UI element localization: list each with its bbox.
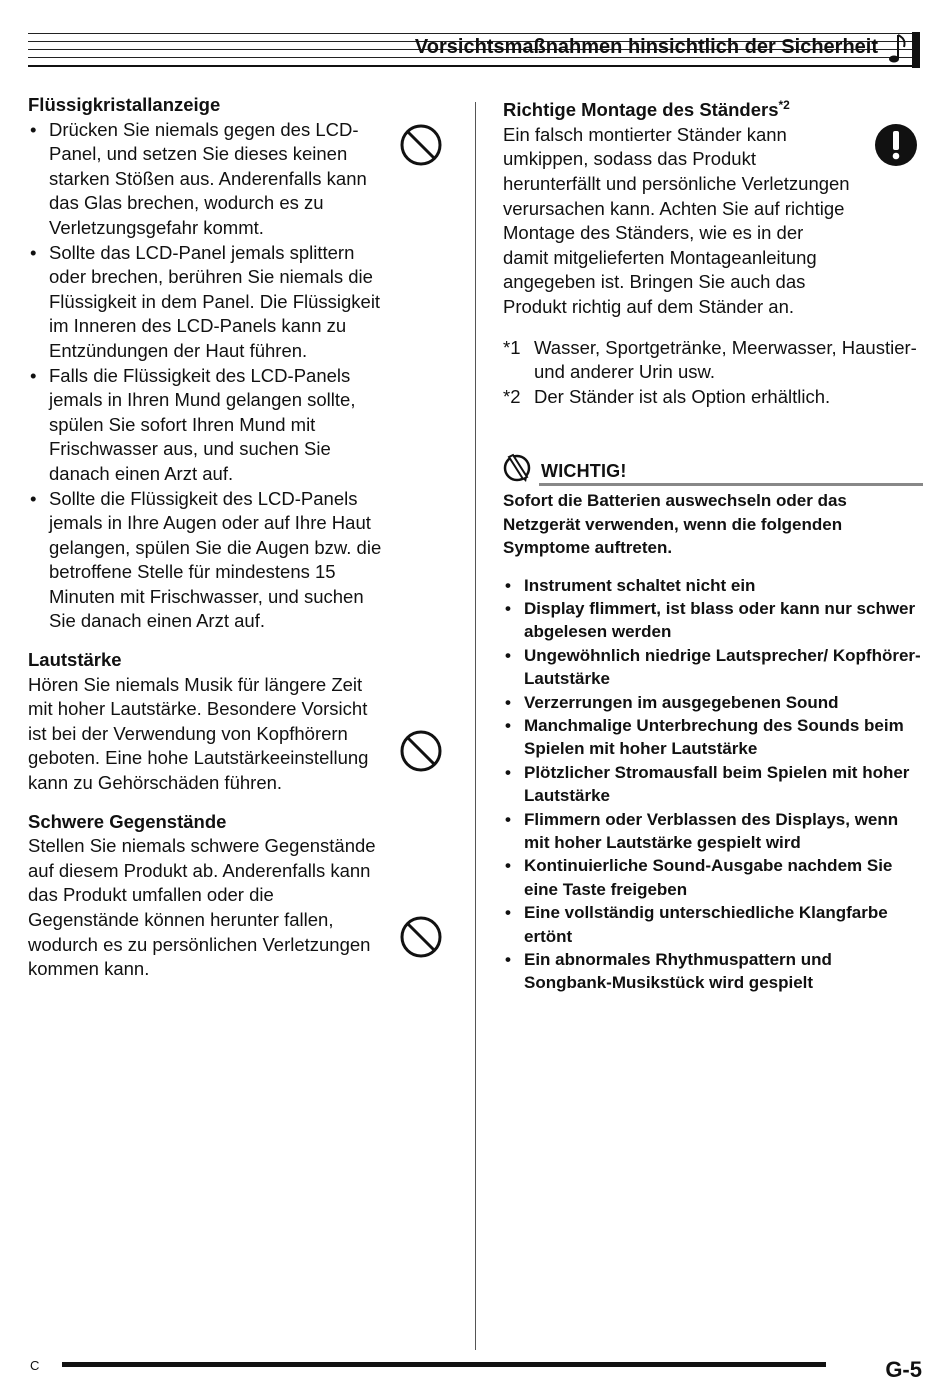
list-item: • Eine vollständig unterschiedliche Klangfarbe ertönt xyxy=(503,901,923,948)
list-item: • Plötzlicher Stromausfall beim Spielen mit hoher Lautstärke xyxy=(503,761,923,808)
section-heavy-objects xyxy=(28,810,388,982)
section-heading: Schwere Gegenstände xyxy=(28,810,227,832)
bullet-list xyxy=(28,118,388,634)
important-label: WICHTIG! xyxy=(541,461,627,482)
important-header xyxy=(503,453,923,485)
list-item: • Sollte die Flüssigkeit des LCD-Panels jemals in Ihre Augen oder auf Ihre Haut gelangen, spülen Sie die Augen bzw. die betroffene Stelle für mindestens 15 Minuten mit Frischwasser, und suchen Sie danach einen Arzt auf. xyxy=(28,487,388,635)
section-heading: Lautstärke xyxy=(28,649,122,671)
footer-rule xyxy=(62,1362,826,1367)
section-heading xyxy=(503,93,923,123)
pencil-icon xyxy=(503,453,535,483)
list-item: • Display flimmert, ist blass oder kann nur schwer abgelesen werden xyxy=(503,597,923,644)
left-column xyxy=(28,93,388,996)
section-lcd xyxy=(28,93,388,634)
list-item: • Ungewöhnlich niedrige Lautsprecher/ Kopfhörer-Lautstärke xyxy=(503,644,923,691)
list-item: • Ein abnormales Rhythmuspattern und Songbank-Musikstück wird gespielt xyxy=(503,948,923,995)
list-item: • Verzerrungen im ausgegebenen Sound xyxy=(503,691,923,714)
footnote-text: Wasser, Sportgetränke, Meerwasser, Haustier- und anderer Urin usw. xyxy=(534,336,917,383)
section-text: Hören Sie niemals Musik für längere Zeit mit hoher Lautstärke. Besondere Vorsicht ist bei der Verwendung von Kopfhörern geboten. Eine hohe Lautstärkeeinstellung kann zu Gehörschäden führen. xyxy=(28,673,369,794)
important-intro: Sofort die Batterien auswechseln oder das Netzgerät verwenden, wenn die folgenden Symptome auftreten. xyxy=(503,491,847,558)
prohibited-icon xyxy=(399,915,443,959)
footnote-mark: *2 xyxy=(503,385,521,407)
symptom-list xyxy=(503,574,923,995)
section-volume xyxy=(28,648,388,796)
section-stand xyxy=(503,93,923,320)
footnote-mark: *1 xyxy=(503,336,521,358)
page-number: G-5 xyxy=(885,1357,922,1382)
list-item: • Sollte das LCD-Panel jemals splittern oder brechen, berühren Sie niemals die Flüssigkeit in dem Panel. Die Flüssigkeit im Inneren des LCD-Panels kann zu Entzündungen der Haut führen. xyxy=(28,241,388,364)
footnote-text: Der Ständer ist als Option erhältlich. xyxy=(534,385,831,407)
list-item: • Instrument schaltet nicht ein xyxy=(503,574,923,597)
prohibited-icon xyxy=(399,123,443,167)
header-barline xyxy=(912,32,920,68)
section-heading-text: Richtige Montage des Ständers xyxy=(503,99,779,121)
list-item: • Flimmern oder Verblassen des Displays, wenn mit hoher Lautstärke gespielt wird xyxy=(503,808,923,855)
list-item: • Manchmalige Unterbrechung des Sounds beim Spielen mit hoher Lautstärke xyxy=(503,714,923,761)
exclamation-icon xyxy=(874,123,918,167)
header-staff-line xyxy=(28,65,918,67)
page-title: Vorsichtsmaßnahmen hinsichtlich der Sicherheit xyxy=(414,36,878,58)
column-divider xyxy=(475,102,476,1350)
section-text: Ein falsch montierter Ständer kann umkippen, sodass das Produkt herunterfällt und persönliche Verletzungen verursachen kann. Achten Sie auf richtige Montage des Ständers, wie es in der damit mitgelieferten Montageanleitung angegeben ist. Bringen Sie auch das Produkt richtig auf dem Ständer an. xyxy=(503,123,850,317)
header-staff-line xyxy=(28,33,918,34)
footnote xyxy=(503,385,923,410)
right-column xyxy=(503,93,923,995)
footer-mark: C xyxy=(30,1358,40,1373)
section-text: Stellen Sie niemals schwere Gegenstände auf diesem Produkt ab. Anderenfalls kann das Produkt umfallen oder die Gegenstände können herunter fallen, wodurch es zu persönlichen Verletzungen kommen kann. xyxy=(28,835,376,980)
list-item: • Drücken Sie niemals gegen des LCD-Panel, und setzen Sie dieses keinen starken Stößen aus. Anderenfalls kann das Glas brechen, wodurch es zu Verletzungsgefahr kommt. xyxy=(28,118,388,241)
footnotes xyxy=(503,336,923,410)
prohibited-icon xyxy=(399,729,443,773)
important-box xyxy=(503,453,923,995)
footnote-ref: *2 xyxy=(778,98,790,112)
important-rule xyxy=(539,483,923,486)
footnote xyxy=(503,336,923,385)
section-heading: Flüssigkristallanzeige xyxy=(28,94,221,115)
list-item: • Falls die Flüssigkeit des LCD-Panels jemals in Ihren Mund gelangen sollte, spülen Sie sofort Ihren Mund mit Frischwasser aus, und suchen Sie danach einen Arzt auf. xyxy=(28,364,388,487)
list-item: • Kontinuierliche Sound-Ausgabe nachdem Sie eine Taste freigeben xyxy=(503,854,923,901)
music-note-icon xyxy=(888,31,908,65)
